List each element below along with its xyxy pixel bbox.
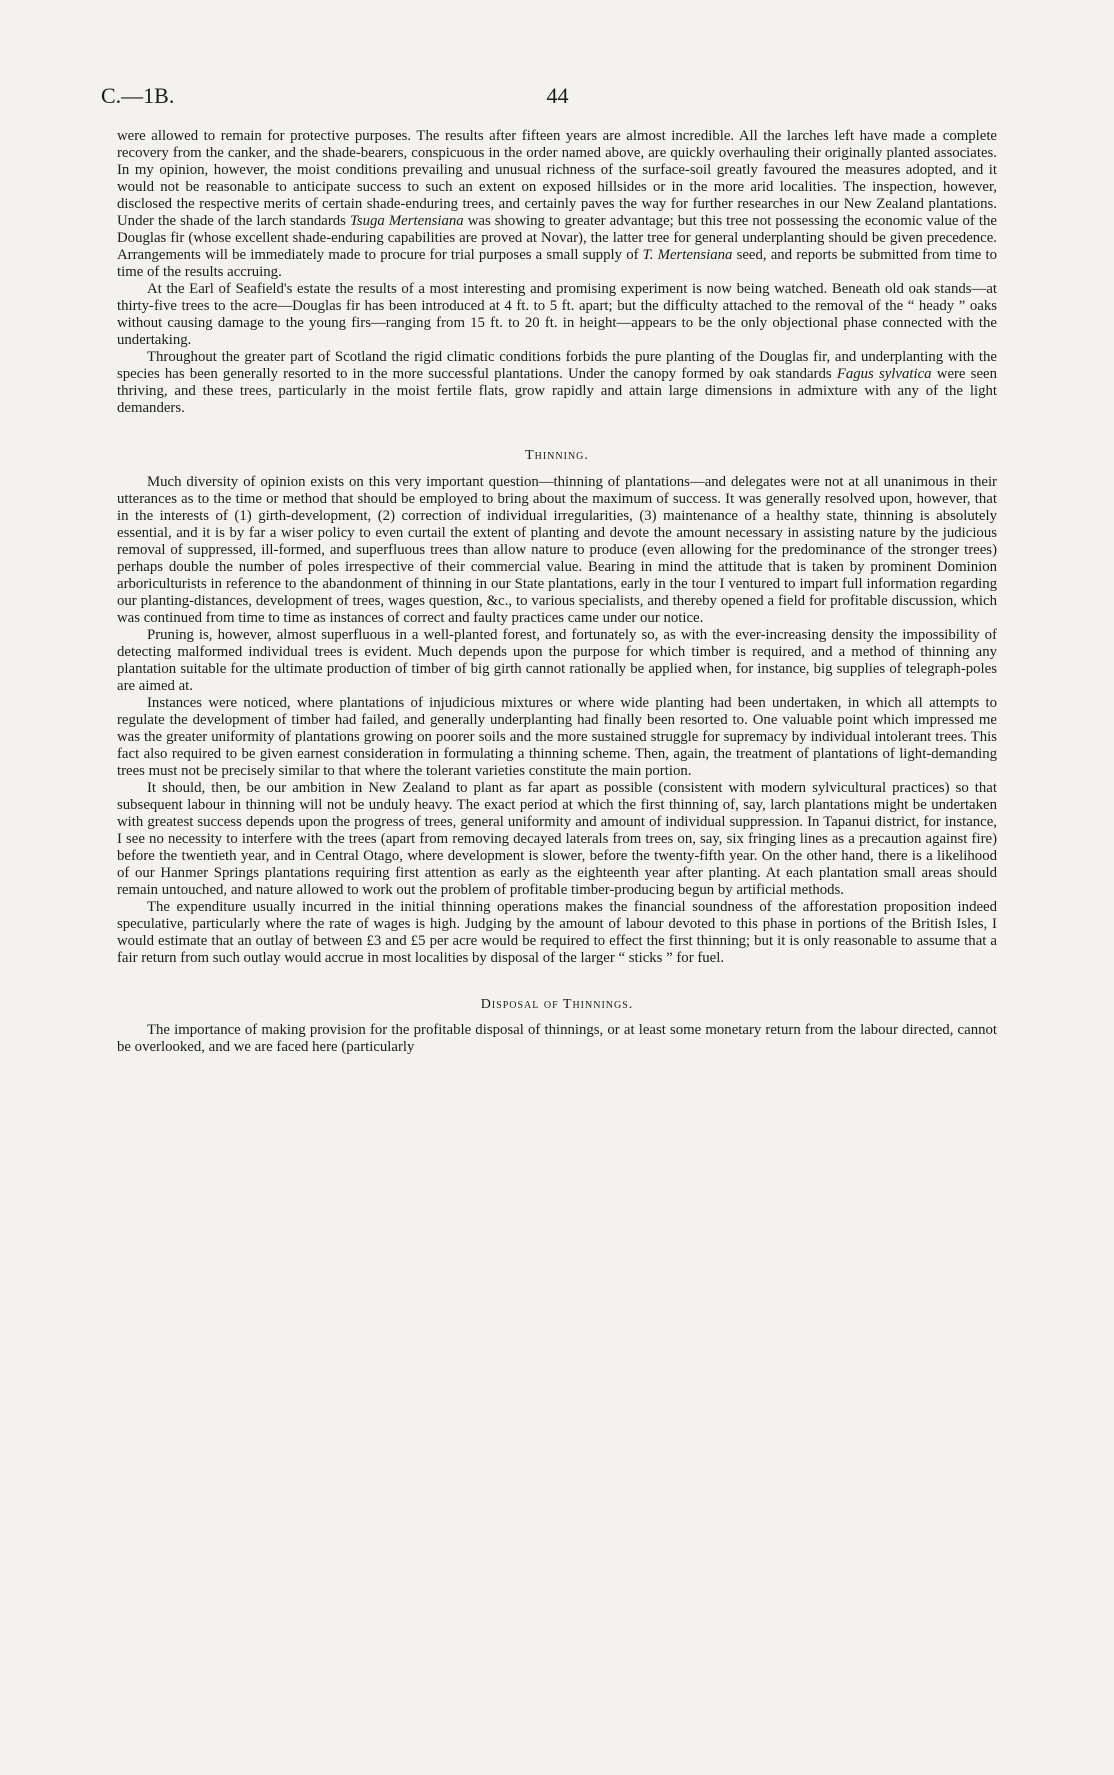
document-code: C.—1B. <box>101 83 175 108</box>
paragraph-pruning: Pruning is, however, almost superfluous in a well-planted forest, and fortunately so, as with the ever-increasing density the impossibility of detecting malformed individual trees is evident. Much depends upon the purpose for which timber is required, and a method of thinning any plantation suitable for the ultimate production of timber of big girth cannot rationally be applied when, for instance, big supplies of telegraph-poles are aimed at. <box>117 627 997 694</box>
section-heading-thinning: Thinning. <box>525 448 589 463</box>
paragraph-thinning-opinion: Much diversity of opinion exists on this very important question—thinning of plantations—and delegates were not at all unanimous in their utterances as to the time or method that should be employed to bring about the maximum of success. It was generally resolved upon, however, that in the interests of (1) girth-development, (2) correction of individual irregularities, (3) maintenance of a healthy state, thinning is absolutely essential, and it is by far a wiser policy to even curtail the extent of planting and devote the amount necessary in assisting nature by the judicious removal of suppressed, ill-formed, and superfluous trees than allow nature to produce (even allowing for the predominance of the stronger trees) perhaps double the number of poles irrespective of their commercial value. Bearing in mind the attitude that is taken by prominent Dominion arboriculturists in reference to the abandonment of thinning in our State plantations, early in the tour I ventured to impart full information regarding our planting-distances, development of trees, wages question, &c., to various specialists, and thereby opened a field for profitable discussion, which was continued from time to time as instances of correct and faulty practices came under our notice. <box>117 474 997 626</box>
paragraph-scotland-douglas: Throughout the greater part of Scotland the rigid climatic conditions forbids the pure planting of the Douglas fir, and underplanting with the species has been generally resorted to in the more successful plantations. Under the canopy formed by oak standards Fagus sylvatica were seen thriving, and these trees, particularly in the moist fertile flats, grow rapidly and attain large dimensions in admixture with any of the light demanders. <box>117 349 997 416</box>
species-name: Tsuga Mertensiana <box>349 213 464 229</box>
paragraph-new-zealand-ambition: It should, then, be our ambition in New Zealand to plant as far apart as possible (consistent with modern sylvicultural practices) so that subsequent labour in thinning will not be unduly heavy. The exact period at which the first thinning of, say, larch plantations might be undertaken with greatest success depends upon the progress of trees, general uniformity and amount of individual suppression. In Tapanui district, for instance, I see no necessity to interfere with the trees (apart from removing decayed laterals from trees on, say, six fringing lines as a precaution against fire) before the twentieth year, and in Central Otago, where development is slower, before the twenty-fifth year. On the other hand, there is a likelihood of our Hanmer Springs plantations requiring first attention as early as the eighteenth year after planting. At each plantation small areas should remain untouched, and nature allowed to work out the problem of profitable timber-producing begun by artificial methods. <box>117 780 997 898</box>
body-text <box>117 128 997 1056</box>
paragraph-seafield-estate: At the Earl of Seafield's estate the results of a most interesting and promising experiment is now being watched. Beneath old oak stands—at thirty-five trees to the acre—Douglas fir has been introduced at 4 ft. to 5 ft. apart; but the difficulty attached to the removal of the “ heady ” oaks without causing damage to the young firs—ranging from 15 ft. to 20 ft. in height—appears to be the only objectional phase connected with the undertaking. <box>117 281 997 348</box>
page-header <box>101 83 1014 113</box>
species-name: T. Mertensiana <box>642 247 733 263</box>
page-number: 44 <box>546 83 569 108</box>
paragraph-disposal: The importance of making provision for the profitable disposal of thinnings, or at least some monetary return from the labour directed, cannot be overlooked, and we are faced here (particularly <box>117 1022 997 1055</box>
species-name: Fagus sylvatica <box>836 366 932 382</box>
paragraph-mixtures: Instances were noticed, where plantations of injudicious mixtures or where wide planting had been undertaken, in which all attempts to regulate the development of timber had failed, and generally underplanting had finally been resorted to. One valuable point which impressed me was the greater uniformity of plantations growing on poorer soils and the more sustained struggle for supremacy by individual intolerant trees. This fact also required to be given earnest consideration in formulating a thinning scheme. Then, again, the treatment of plantations of light-demanding trees must not be precisely similar to that where the tolerant varieties constitute the main portion. <box>117 695 997 779</box>
section-heading-disposal: Disposal of Thinnings. <box>480 997 634 1012</box>
paragraph-expenditure: The expenditure usually incurred in the initial thinning operations makes the financial soundness of the afforestation proposition indeed speculative, particularly where the rate of wages is high. Judging by the amount of labour devoted to this phase in portions of the British Isles, I would estimate that an outlay of between £3 and £5 per acre would be required to effect the first thinning; but it is only reasonable to assume that a fair return from such outlay would accrue in most localities by disposal of the larger “ sticks ” for fuel. <box>117 899 997 966</box>
paragraph-larch-recovery: were allowed to remain for protective purposes. The results after fifteen years are almost incredible. All the larches left have made a complete recovery from the canker, and the shade-bearers, conspicuous in the order named above, are quickly overhauling their originally planted associates. In my opinion, however, the moist conditions prevailing and unusual richness of the surface-soil greatly favoured the measures adopted, and it would not be reasonable to anticipate success to such an extent on exposed hillsides or in the more arid localities. The inspection, however, disclosed the respective merits of certain shade-enduring trees, and certainly paves the way for further researches in our New Zealand plantations. Under the shade of the larch standards Tsuga Mertensiana was showing to greater advantage; but this tree not possessing the economic value of the Douglas fir (whose excellent shade-enduring capabilities are proved at Novar), the latter tree for general underplanting should be given precedence. Arrangements will be immediately made to procure for trial purposes a small supply of T. Mertensiana seed, and reports be submitted from time to time of the results accruing. <box>117 128 997 280</box>
